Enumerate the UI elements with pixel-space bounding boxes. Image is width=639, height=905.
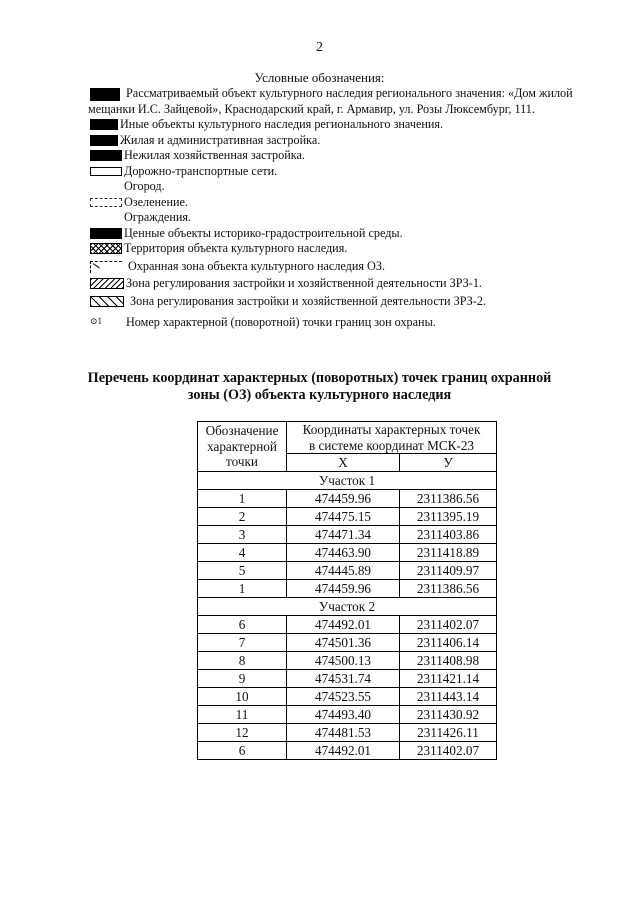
legend-item-text: Охранная зона объекта культурного наследия ОЗ.: [128, 258, 386, 273]
section-name: Участок 1: [198, 472, 497, 490]
y-coordinate-cell: 2311402.07: [400, 616, 497, 634]
table-row: [198, 508, 497, 526]
point-number-cell: 12: [198, 724, 287, 742]
point-number-cell: 9: [198, 670, 287, 688]
x-coordinate-cell: 474493.40: [287, 706, 400, 724]
legend-item: [90, 148, 600, 164]
table-title-line: Перечень координат характерных (поворотных) точек границ охранной: [87, 370, 552, 386]
greenery-box-icon: [90, 198, 122, 207]
legend-item-text: Жилая и административная застройка.: [120, 132, 321, 147]
black-block-icon: [90, 150, 122, 161]
header-coordinates: [287, 422, 497, 454]
y-coordinate-cell: 2311408.98: [400, 652, 497, 670]
cross-hatch-icon: [90, 243, 122, 254]
legend-item-text: Зона регулирования застройки и хозяйственной деятельности ЗРЗ-1.: [126, 276, 482, 290]
legend-item-text: Ограждения.: [124, 210, 192, 224]
black-block-icon: [90, 228, 122, 239]
legend-item: [90, 164, 600, 180]
legend-item: [90, 294, 600, 310]
point-number-cell: 10: [198, 688, 287, 706]
legend-item-text: Озеленение.: [124, 194, 188, 209]
header-line: Обозначение: [205, 423, 279, 439]
coordinates-table: [197, 421, 497, 760]
sparse-hatch-icon: [90, 296, 124, 307]
x-coordinate-cell: 474492.01: [287, 616, 400, 634]
y-coordinate-cell: 2311421.14: [400, 670, 497, 688]
section-row: [198, 472, 497, 490]
x-coordinate-cell: 474531.74: [287, 670, 400, 688]
point-number-cell: 4: [198, 544, 287, 562]
point-number-cell: 11: [198, 706, 287, 724]
point-number-cell: 6: [198, 616, 287, 634]
header-y: У: [400, 454, 497, 472]
legend-item: [90, 226, 600, 242]
legend-item: [90, 179, 600, 195]
road-box-icon: [90, 167, 122, 176]
table-row: [198, 706, 497, 724]
table-row: [198, 616, 497, 634]
y-coordinate-cell: 2311406.14: [400, 634, 497, 652]
x-coordinate-cell: 474501.36: [287, 634, 400, 652]
legend-item-text: Нежилая хозяйственная застройка.: [124, 148, 305, 162]
legend-item-text: Иные объекты культурного наследия регионального значения.: [120, 117, 444, 131]
y-coordinate-cell: 2311443.14: [400, 688, 497, 706]
table-row: [198, 652, 497, 670]
table-row: [198, 526, 497, 544]
x-coordinate-cell: 474459.96: [287, 490, 400, 508]
x-coordinate-cell: 474459.96: [287, 580, 400, 598]
header-x: X: [287, 454, 400, 472]
legend-item: [90, 133, 600, 149]
table-row: [198, 724, 497, 742]
x-coordinate-cell: 474523.55: [287, 688, 400, 706]
point-number-cell: 5: [198, 562, 287, 580]
legend-item-text: Ценные объекты историко-градостроительной среды.: [124, 225, 403, 240]
legend-item: [90, 315, 600, 331]
table-row: [198, 580, 497, 598]
y-coordinate-cell: 2311403.86: [400, 526, 497, 544]
y-coordinate-cell: 2311418.89: [400, 544, 497, 562]
y-coordinate-cell: 2311430.92: [400, 706, 497, 724]
y-coordinate-cell: 2311402.07: [400, 742, 497, 760]
point-number-cell: 8: [198, 652, 287, 670]
legend: [90, 86, 600, 331]
legend-item: [90, 241, 600, 257]
header-line: точки: [226, 454, 258, 470]
legend-item: [90, 276, 600, 292]
point-number-cell: 1: [198, 490, 287, 508]
table-title-line: зоны (ОЗ) объекта культурного наследия: [187, 387, 452, 403]
legend-item: [90, 210, 600, 226]
legend-item-text: Территория объекта культурного наследия.: [124, 241, 348, 255]
legend-item-text: Дорожно-транспортные сети.: [124, 163, 278, 178]
point-number-cell: 2: [198, 508, 287, 526]
legend-item-text: Номер характерной (поворотной) точки границ зон охраны.: [126, 315, 436, 329]
page-number: 2: [316, 40, 323, 55]
header-point-designation: [198, 422, 287, 472]
table-body: [198, 472, 497, 760]
legend-item: [90, 117, 600, 133]
dashed-corner-icon: [90, 261, 122, 273]
section-row: [198, 598, 497, 616]
section-name: Участок 2: [198, 598, 497, 616]
legend-item-text: Огород.: [124, 179, 165, 193]
legend-item: [90, 259, 600, 275]
x-coordinate-cell: 474500.13: [287, 652, 400, 670]
black-block-icon: [90, 119, 118, 130]
table-row: [198, 688, 497, 706]
hatch-box-icon: [90, 278, 124, 289]
x-coordinate-cell: 474463.90: [287, 544, 400, 562]
legend-title: Условные обозначения:: [254, 70, 385, 85]
point-number-cell: 7: [198, 634, 287, 652]
x-coordinate-cell: 474445.89: [287, 562, 400, 580]
table-row: [198, 670, 497, 688]
header-line: в системе координат МСК-23: [308, 437, 475, 453]
point-marker-icon: ⊙1: [90, 316, 103, 326]
x-coordinate-cell: 474475.15: [287, 508, 400, 526]
y-coordinate-cell: 2311386.56: [400, 490, 497, 508]
table-title: [0, 370, 639, 404]
point-number-cell: 6: [198, 742, 287, 760]
table-row: [198, 544, 497, 562]
legend-item-text: Рассматриваемый объект культурного наследия регионального значения: «Дом жилой мещанки И.С. Зайцевой», Краснодарский край, г. Армавир, ул. Розы Люксембург, 111.: [88, 86, 573, 116]
table-row: [198, 490, 497, 508]
legend-item: [90, 86, 600, 117]
x-coordinate-cell: 474471.34: [287, 526, 400, 544]
black-block-icon: [90, 135, 118, 146]
point-number-cell: 1: [198, 580, 287, 598]
y-coordinate-cell: 2311409.97: [400, 562, 497, 580]
table-row: [198, 742, 497, 760]
x-coordinate-cell: 474481.53: [287, 724, 400, 742]
table-row: [198, 562, 497, 580]
y-coordinate-cell: 2311426.11: [400, 724, 497, 742]
point-number-cell: 3: [198, 526, 287, 544]
y-coordinate-cell: 2311386.56: [400, 580, 497, 598]
header-line: характерной: [207, 438, 277, 454]
y-coordinate-cell: 2311395.19: [400, 508, 497, 526]
legend-item-text: Зона регулирования застройки и хозяйственной деятельности ЗРЗ-2.: [130, 293, 486, 308]
header-line: Координаты характерных точек: [302, 422, 481, 437]
x-coordinate-cell: 474492.01: [287, 742, 400, 760]
legend-item: [90, 195, 600, 211]
table-row: [198, 634, 497, 652]
